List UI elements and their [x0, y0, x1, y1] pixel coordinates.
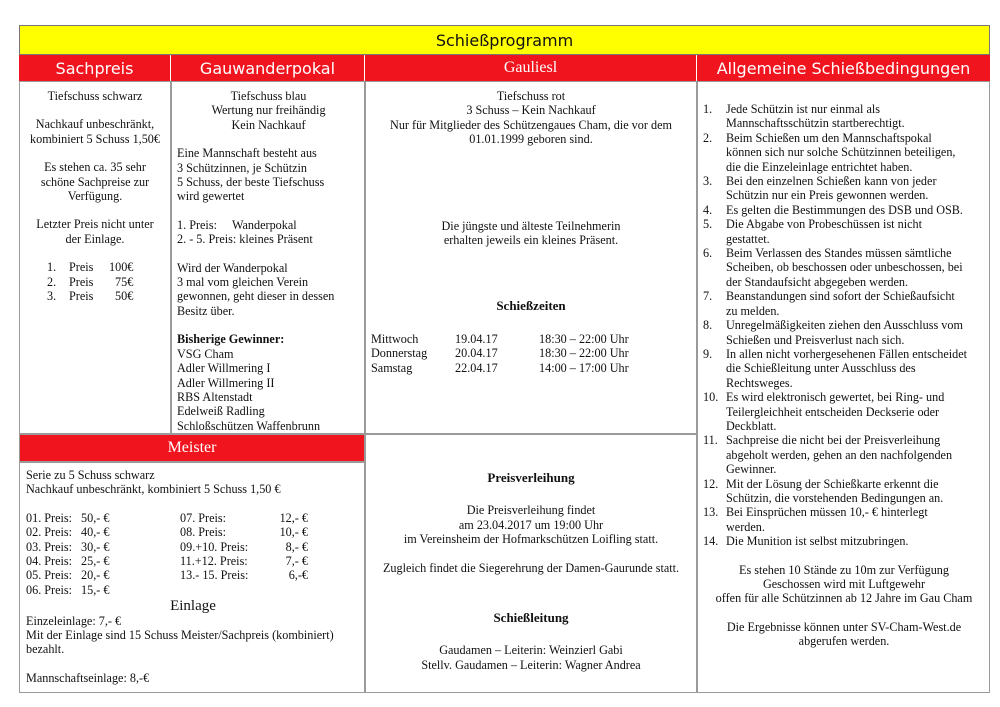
rule-item: 3. Bei den einzelnen Schießen kann von jeder Schützin nur ein Preis gewonnen werden.	[703, 174, 937, 203]
header-meister: Meister	[19, 434, 365, 462]
winner-item: Schloßschützen Waffenbrunn	[177, 418, 321, 433]
gwp-line: Besitz über.	[177, 303, 235, 318]
header-gauwanderpokal: Gauwanderpokal	[171, 55, 365, 81]
meister-prize-row: 03. Preis: 30,- €	[26, 539, 110, 554]
gwp-line: 3 mal vom gleichen Verein	[177, 275, 309, 290]
gwp-line: Eine Mannschaft besteht aus	[177, 146, 317, 161]
preisverleihung-line: im Vereinsheim der Hofmarkschützen Loifling statt.	[403, 532, 659, 547]
rule-item: 1. Jede Schützin ist nur einmal als Mannschaftsschützin startberechtigt.	[703, 102, 905, 131]
schiessleitung-title: Schießleitung	[493, 610, 569, 626]
meister-prize-row: 07. Preis: 12,- €	[180, 510, 308, 525]
gwp-line: Kein Nachkauf	[231, 117, 306, 132]
header-gauliesl: Gauliesl	[365, 55, 697, 81]
bedingungen-cell	[697, 81, 990, 693]
meister-prize-row: 13.- 15. Preis: 6,-€	[180, 568, 308, 583]
winner-item: RBS Altenstadt	[177, 389, 253, 404]
rule-item: 11. Sachpreise die nicht bei der Preisverleihung abgeholt werden, gehen an den nachfolgenden Gewinner.	[703, 433, 953, 477]
rules-list	[703, 102, 985, 549]
meister-prize-row: 11.+12. Preis: 7,- €	[180, 554, 308, 569]
schiessleitung-line: Stellv. Gaudamen – Leiterin: Wagner Andrea	[421, 657, 641, 672]
gauliesl-line: Nur für Mitglieder des Schützengaues Cham, die vor dem	[390, 117, 672, 132]
sachpreis-cell	[19, 81, 171, 434]
gauwanderpokal-cell	[171, 81, 365, 434]
gwp-line: gewonnen, geht dieser in dessen	[177, 289, 335, 304]
winner-item: Adler Willmering I	[177, 361, 271, 376]
sachpreis-line: Nachkauf unbeschränkt,	[35, 117, 155, 132]
sachpreis-line: Es stehen ca. 35 sehr	[44, 160, 146, 175]
sachpreis-line: der Einlage.	[65, 231, 125, 246]
bedingungen-note: Es stehen 10 Stände zu 10m zur Verfügung	[739, 562, 949, 577]
meister-prize-table	[26, 511, 360, 597]
gwp-prize-1: 1. Preis: Wanderpokal	[177, 217, 297, 232]
bedingungen-note: offen für alle Schützinnen ab 12 Jahre im Gau Cham	[715, 591, 973, 606]
gwp-line: 5 Schuss, der beste Tiefschuss	[177, 175, 325, 190]
winner-item: Edelweiß Radling	[177, 404, 265, 419]
rule-item: 10. Es wird elektronisch gewertet, bei Ring- und Teilergleichheit entscheiden Deckserie oder Deckblatt.	[703, 390, 945, 433]
rule-item: 4. Es gelten die Bestimmungen des DSB und OSB.	[703, 202, 963, 217]
gwp-line: Tiefschuss blau	[230, 89, 307, 103]
rule-item: 6. Beim Verlassen des Standes müssen sämtliche Scheiben, ob beschossen oder unbeschossen, bei der Standaufsicht abgegeben werden.	[703, 246, 963, 289]
header-bedingungen: Allgemeine Schießbedingungen	[697, 55, 990, 81]
sachpreis-line: Verfügung.	[67, 189, 123, 204]
rule-item: 2. Beim Schießen um den Mannschaftspokal können sich nur solche Schützinnen beteiligen, die die Einzeleinlage entrichtet haben.	[703, 130, 956, 174]
sachpreis-line: Tiefschuss schwarz	[47, 89, 143, 103]
page-title: Schießprogramm	[19, 25, 990, 55]
rule-item: 8. Unregelmäßigkeiten ziehen den Ausschluss vom Schießen und Preisverlust nach sich.	[703, 318, 963, 347]
meister-cell	[19, 462, 365, 693]
meister-prizes-left	[26, 511, 180, 597]
preisverleihung-line: Zugleich findet die Siegerehrung der Damen-Gaurunde statt.	[382, 560, 680, 575]
schedule-row: Donnerstag 20.04.17 18:30 – 22:00 Uhr	[371, 346, 629, 361]
gauliesl-line: Tiefschuss rot	[496, 89, 566, 103]
meister-prize-row: 09.+10. Preis: 8,- €	[180, 539, 308, 554]
meister-prize-row: 06. Preis: 15,- €	[26, 582, 110, 597]
prize-row: 3. Preis 50€	[47, 289, 134, 304]
meister-prize-row: 01. Preis: 50,- €	[26, 510, 110, 525]
sachpreis-line: Letzter Preis nicht unter	[36, 217, 154, 232]
gwp-line: wird gewertet	[177, 189, 245, 204]
winner-item: VSG Cham	[177, 346, 234, 361]
gwp-line: Wertung nur freihändig	[211, 103, 326, 118]
meister-line: Einzeleinlage: 7,- €	[26, 613, 122, 628]
rule-item: 14. Die Munition ist selbst mitzubringen.	[703, 534, 909, 549]
rule-item: 7. Beanstandungen sind sofort der Schießaufsicht zu melden.	[703, 289, 955, 318]
winners-title: Bisherige Gewinner:	[177, 332, 285, 347]
schedule-row: Mittwoch 19.04.17 18:30 – 22:00 Uhr	[371, 331, 629, 346]
gwp-prize-2: 2. - 5. Preis: kleines Präsent	[177, 232, 313, 247]
header-sachpreis: Sachpreis	[19, 55, 171, 81]
meister-line: Serie zu 5 Schuss schwarz	[26, 468, 155, 482]
prize-row: 2. Preis 75€	[47, 274, 134, 289]
schiessleitung-line: Gaudamen – Leiterin: Weinzierl Gabi	[439, 643, 623, 658]
winner-item: Adler Willmering II	[177, 375, 275, 390]
meister-line: Mannschaftseinlage: 8,-€	[26, 670, 150, 685]
preisverleihung-line: am 23.04.2017 um 19:00 Uhr	[458, 517, 604, 532]
rule-item: 13. Bei Einsprüchen müssen 10,- € hinterlegt werden.	[703, 505, 928, 534]
sachpreis-line: kombiniert 5 Schuss 1,50€	[30, 131, 160, 146]
meister-prize-row: 02. Preis: 40,- €	[26, 525, 110, 540]
schiesszeiten-title: Schießzeiten	[496, 298, 566, 314]
gauliesl-line: Die jüngste und älteste Teilnehmerin	[441, 218, 621, 233]
schedule-row: Samstag 22.04.17 14:00 – 17:00 Uhr	[371, 360, 629, 375]
sachpreis-line: schöne Sachpreise zur	[40, 174, 150, 189]
sachpreis-prize-list	[24, 260, 166, 303]
preisverleihung-cell	[365, 434, 697, 693]
gauliesl-cell	[365, 81, 697, 434]
rule-item: 9. In allen nicht vorhergesehenen Fällen entscheidet die Schießleitung unter Ausschluss des Rechtsweges.	[703, 346, 968, 390]
meister-prize-row: 05. Preis: 20,- €	[26, 568, 110, 583]
bedingungen-note: Geschossen wird mit Luftgewehr	[762, 577, 926, 591]
prize-row: 1. Preis 100€	[47, 260, 134, 275]
gauliesl-line: 01.01.1999 geboren sind.	[469, 132, 593, 147]
meister-line: bezahlt.	[26, 642, 65, 657]
meister-prizes-right	[180, 511, 308, 597]
meister-line: Nachkauf unbeschränkt, kombiniert 5 Schuss 1,50 €	[26, 482, 281, 497]
meister-line: Mit der Einlage sind 15 Schuss Meister/Sachpreis (kombiniert)	[26, 628, 334, 643]
gauliesl-line: 3 Schuss – Kein Nachkauf	[466, 103, 596, 118]
bedingungen-note: abgerufen werden.	[798, 634, 890, 649]
bedingungen-note: Die Ergebnisse können unter SV-Cham-West.de	[726, 619, 962, 634]
meister-prize-row: 04. Preis: 25,- €	[26, 554, 110, 569]
einlage-title: Einlage	[170, 598, 216, 615]
preisverleihung-title: Preisverleihung	[487, 470, 575, 485]
gwp-line: 3 Schützinnen, je Schützin	[177, 160, 307, 175]
rule-item: 5. Die Abgabe von Probeschüssen ist nicht gestattet.	[703, 217, 922, 246]
gwp-line: Wird der Wanderpokal	[177, 260, 288, 275]
preisverleihung-line: Die Preisverleihung findet	[466, 503, 596, 518]
gauliesl-line: erhalten jeweils ein kleines Präsent.	[443, 233, 619, 248]
rule-item: 12. Mit der Lösung der Schießkarte erkennt die Schützin, die vorstehenden Bedingungen an.	[703, 476, 944, 505]
meister-prize-row: 08. Preis: 10,- €	[180, 525, 308, 540]
